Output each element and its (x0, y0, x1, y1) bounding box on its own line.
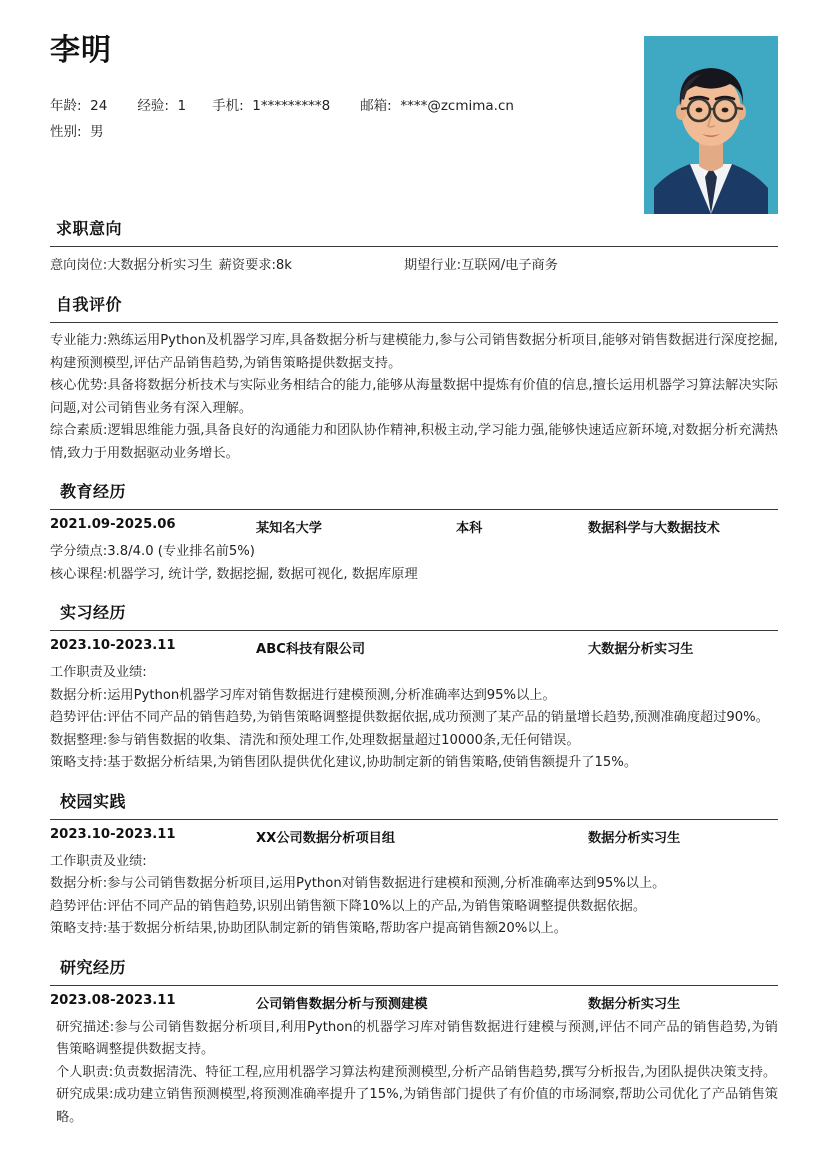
section-education (50, 479, 778, 586)
detail-line: 研究描述:参与公司销售数据分析项目,利用Python的机器学习库对销售数据进行建模与预测,评估不同产品的销售趋势,为销售策略调整提供数据支持。 (56, 1019, 778, 1057)
section-title-internship: 实习经历 (60, 603, 127, 622)
intent-position (50, 254, 213, 278)
field-age (50, 93, 107, 119)
education-entry (50, 517, 778, 586)
detail-line: 数据整理:参与销售数据的收集、清洗和预处理工作,处理数据量超过10000条,无任何错误。 (50, 732, 580, 748)
section-divider (50, 819, 778, 820)
intent-industry-label: 期望行业: (403, 258, 462, 273)
campus-role: 数据分析实习生 (588, 830, 681, 846)
detail-line: 个人职责:负责数据清洗、特征工程,应用机器学习算法构建预测模型,分析产品销售趋势,撰写分析报告,为团队提供决策支持。 (56, 1064, 777, 1080)
internship-role: 大数据分析实习生 (588, 642, 694, 657)
detail-line: 策略支持:基于数据分析结果,为销售团队提供优化建议,协助制定新的销售策略,使销售额提升了15%。 (50, 755, 638, 770)
section-divider (50, 509, 778, 510)
section-divider (50, 985, 778, 986)
field-email-value: ****@zcmima.cn (400, 98, 514, 114)
campus-entry (50, 827, 778, 941)
section-internship (50, 600, 778, 775)
intent-salary-label: 薪资要求: (218, 258, 276, 273)
portrait-photo (644, 36, 778, 214)
research-entry (50, 993, 778, 1130)
research-details (50, 1017, 778, 1130)
self-evaluation-body (50, 330, 778, 465)
job-intent-row (50, 254, 778, 278)
education-school: 某知名大学 (256, 521, 322, 536)
detail-line: 学分绩点:3.8/4.0 (专业排名前5%) (50, 544, 255, 559)
section-divider (50, 246, 778, 247)
detail-line: 核心课程:机器学习, 统计学, 数据挖掘, 数据可视化, 数据库原理 (50, 566, 418, 582)
field-phone (212, 93, 330, 119)
section-self-evaluation (50, 292, 778, 465)
internship-company: ABC科技有限公司 (256, 642, 366, 657)
section-campus-practice (50, 789, 778, 941)
detail-line: 策略支持:基于数据分析结果,协助团队制定新的销售策略,帮助客户提高销售额20%以上。 (50, 921, 567, 936)
section-title-research: 研究经历 (60, 957, 127, 977)
education-degree: 本科 (456, 521, 483, 536)
research-project: 公司销售数据分析与预测建模 (256, 996, 428, 1012)
paragraph: 专业能力:熟练运用Python及机器学习库,具备数据分析与建模能力,参与公司销售数据分析项目,能够对销售数据进行深度挖掘,构建预测模型,评估产品销售趋势,为销售策略提供数据支持。 (50, 333, 778, 371)
education-date: 2021.09-2025.06 (50, 517, 176, 532)
portrait-photo-icon (644, 36, 778, 214)
field-gender (50, 119, 104, 145)
campus-details (50, 851, 778, 941)
field-gender-label: 性别: (50, 124, 82, 140)
campus-organization: XX公司数据分析项目组 (256, 830, 396, 846)
intent-industry (404, 254, 558, 278)
candidate-name: 李明 (50, 33, 112, 68)
field-age-label: 年龄: (50, 98, 82, 114)
detail-line: 趋势评估:评估不同产品的销售趋势,识别出销售额下降10%以上的产品,为销售策略调整提供数据依据。 (50, 898, 647, 914)
field-email (360, 93, 514, 119)
internship-details (50, 662, 778, 775)
field-phone-label: 手机: (212, 98, 244, 114)
intent-salary (219, 254, 292, 278)
section-title-campus-practice: 校园实践 (60, 791, 127, 811)
field-experience-label: 经验: (137, 98, 169, 114)
internship-entry (50, 638, 778, 775)
section-divider (50, 630, 778, 631)
research-entry-meta (50, 993, 778, 1017)
section-job-intent (50, 216, 778, 278)
detail-line: 数据分析:运用Python机器学习库对销售数据进行建模预测,分析准确率达到95%以上。 (50, 687, 556, 703)
intent-position-label: 意向岗位: (50, 258, 108, 273)
research-date: 2023.08-2023.11 (50, 992, 176, 1008)
field-experience-value: 1 (177, 98, 187, 114)
internship-entry-meta (50, 638, 778, 662)
education-major: 数据科学与大数据技术 (588, 521, 720, 536)
field-age-value: 24 (90, 98, 108, 114)
campus-entry-meta (50, 827, 778, 851)
detail-line: 研究成果:成功建立销售预测模型,将预测准确率提升了15%,为销售部门提供了有价值的市场洞察,帮助公司优化了产品销售策略。 (56, 1087, 778, 1125)
field-gender-value: 男 (90, 124, 104, 140)
intent-salary-value: 8k (275, 258, 292, 273)
detail-line: 工作职责及业绩: (50, 853, 147, 869)
detail-line: 趋势评估:评估不同产品的销售趋势,为销售策略调整提供数据依据,成功预测了某产品的销量增长趋势,预测准确度超过90%。 (50, 710, 769, 725)
education-details (50, 541, 778, 586)
field-phone-value: 1*********8 (252, 98, 331, 114)
detail-line: 工作职责及业绩: (50, 665, 147, 680)
intent-position-value: 大数据分析实习生 (107, 258, 213, 273)
section-research (50, 955, 778, 1130)
paragraph: 核心优势:具备将数据分析技术与实际业务相结合的能力,能够从海量数据中提炼有价值的信息,擅长运用机器学习算法解决实际问题,对公司销售业务有深入理解。 (50, 378, 778, 416)
section-divider (50, 322, 778, 323)
education-entry-meta (50, 517, 778, 541)
campus-date: 2023.10-2023.11 (50, 826, 176, 842)
field-experience (137, 93, 186, 119)
section-title-job-intent: 求职意向 (56, 219, 123, 238)
internship-date: 2023.10-2023.11 (50, 638, 176, 653)
section-title-education: 教育经历 (60, 482, 127, 501)
paragraph: 综合素质:逻辑思维能力强,具备良好的沟通能力和团队协作精神,积极主动,学习能力强,能够快速适应新环境,对数据分析充满热情,致力于用数据驱动业务增长。 (50, 423, 778, 461)
research-role: 数据分析实习生 (588, 996, 681, 1012)
intent-industry-value: 互联网/电子商务 (461, 258, 558, 273)
section-title-self-evaluation: 自我评价 (56, 295, 123, 314)
field-email-label: 邮箱: (360, 98, 392, 114)
detail-line: 数据分析:参与公司销售数据分析项目,运用Python对销售数据进行建模和预测,分析准确率达到95%以上。 (50, 876, 666, 891)
resume-header (50, 34, 778, 202)
